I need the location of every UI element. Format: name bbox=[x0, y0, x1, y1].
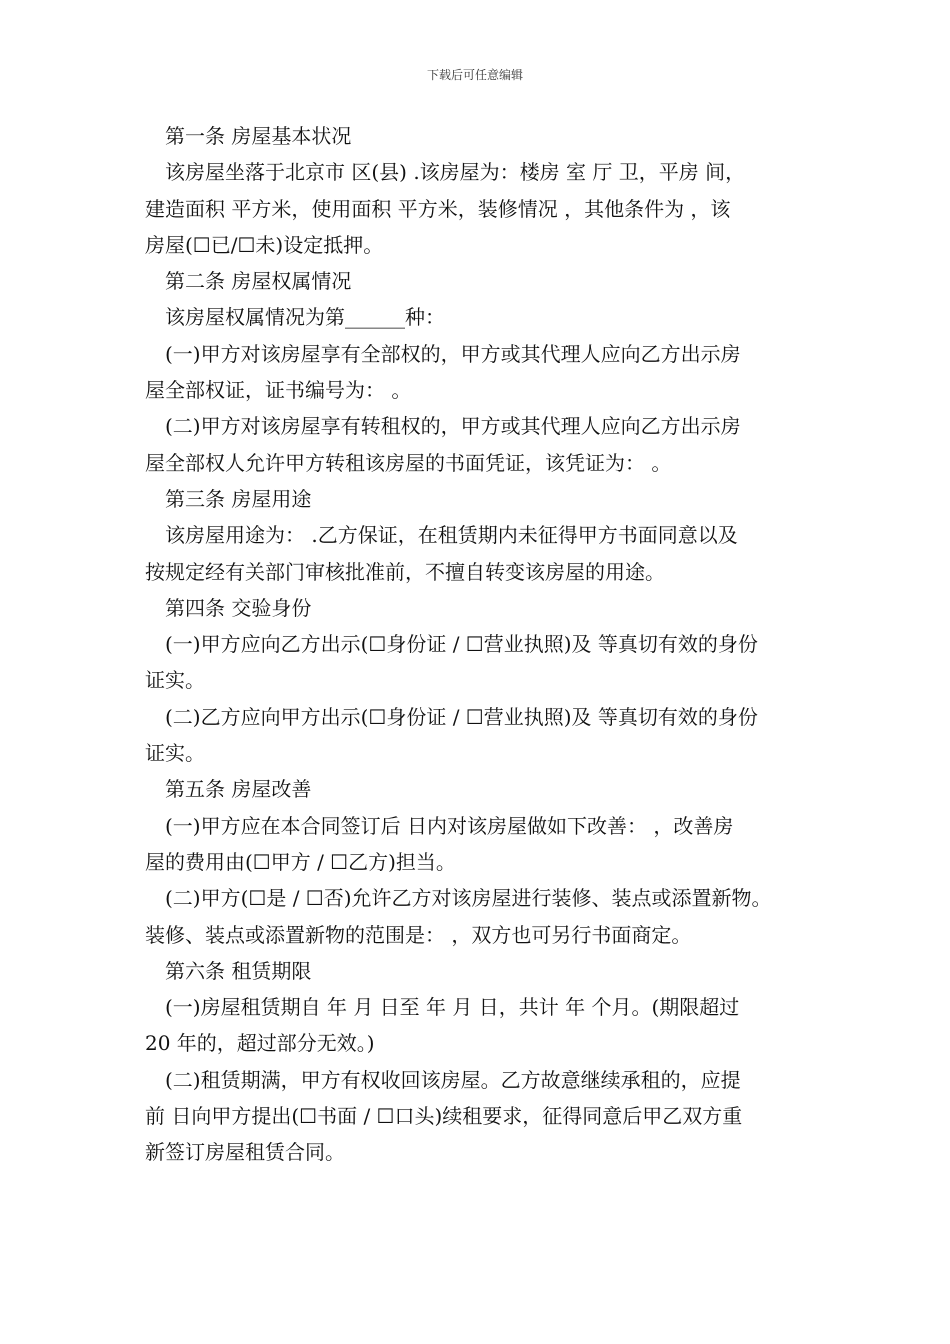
text-line: 屋全部权证，证书编号为： 。 bbox=[145, 378, 412, 403]
text-line: (二)租赁期满，甲方有权收回该房屋。乙方故意继续承租的，应提 bbox=[165, 1067, 741, 1092]
text-line: (二)乙方应向甲方出示(☐身份证 / ☐营业执照)及 等真切有效的身份 bbox=[165, 704, 758, 729]
text-line: 第五条 房屋改善 bbox=[165, 777, 312, 802]
text-line: (一)房屋租赁期自 年 月 日至 年 月 日，共计 年 个月。(期限超过 bbox=[165, 995, 740, 1020]
text-line: 该房屋坐落于北京市 区(县) .该房屋为：楼房 室 厅 卫，平房 间， bbox=[165, 160, 746, 185]
text-line: 屋全部权人允许甲方转租该房屋的书面凭证，该凭证为： 。 bbox=[145, 450, 672, 475]
text-line: (二)甲方(☐是 / ☐否)允许乙方对该房屋进行装修、装点或添置新物。 bbox=[165, 886, 772, 911]
text-line: 20 年的，超过部分无效。) bbox=[145, 1031, 375, 1056]
text-line: 前 日向甲方提出(☐书面 / ☐口头)续租要求，征得同意后甲乙双方重 bbox=[145, 1104, 743, 1129]
text-line: 房屋(☐已/☐未)设定抵押。 bbox=[145, 232, 384, 257]
text-line: 第三条 房屋用途 bbox=[165, 486, 312, 511]
text-line: 该房屋权属情况为第______种： bbox=[165, 305, 445, 330]
text-line: 第一条 房屋基本状况 bbox=[165, 124, 352, 148]
text-line: 第二条 房屋权属情况 bbox=[165, 269, 352, 294]
text-line: 该房屋用途为： .乙方保证，在租赁期内未征得甲方书面同意以及 bbox=[165, 523, 738, 548]
text-line: (二)甲方对该房屋享有转租权的，甲方或其代理人应向乙方出示房 bbox=[165, 414, 741, 439]
text-line: 证实。 bbox=[145, 668, 205, 693]
text-line: 第四条 交验身份 bbox=[165, 595, 312, 620]
text-line: 第六条 租赁期限 bbox=[165, 958, 312, 983]
text-line: 屋的费用由(☐甲方 / ☐乙方)担当。 bbox=[145, 849, 456, 874]
text-line: 新签订房屋租赁合同。 bbox=[145, 1140, 345, 1165]
text-line: (一)甲方应在本合同签订后 日内对该房屋做如下改善： ，改善房 bbox=[165, 813, 734, 838]
text-line: (一)甲方对该房屋享有全部权的，甲方或其代理人应向乙方出示房 bbox=[165, 341, 741, 366]
document-body bbox=[145, 118, 810, 1171]
text-line: 建造面积 平方米，使用面积 平方米，装修情况 ，其他条件为 ，该 bbox=[145, 196, 731, 221]
text-line: 证实。 bbox=[145, 741, 205, 766]
page-header: 下载后可任意编辑 bbox=[426, 68, 523, 82]
text-line: (一)甲方应向乙方出示(☐身份证 / ☐营业执照)及 等真切有效的身份 bbox=[165, 632, 758, 657]
text-line: 按规定经有关部门审核批准前，不擅自转变该房屋的用途。 bbox=[145, 559, 665, 584]
text-line: 装修、装点或添置新物的范围是： ，双方也可另行书面商定。 bbox=[145, 922, 692, 947]
